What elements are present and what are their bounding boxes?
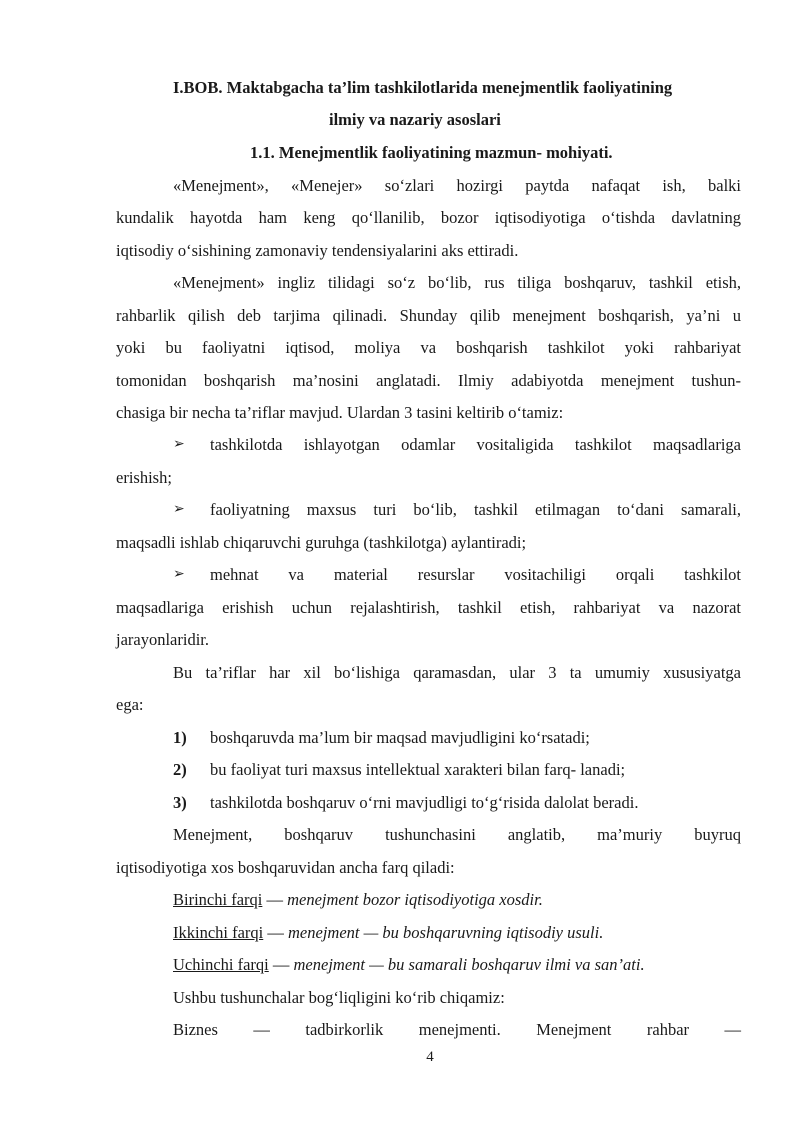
difference-dash: — [263,923,289,942]
chapter-title-line1: I.BOB. Maktabgacha ta’lim tashkilotlarida menejmentlik faoliyatining [173,78,673,97]
difference-label: Birinchi farqi [173,890,263,909]
arrow-bullet-icon: ➢ [173,502,185,517]
difference-line [173,923,603,943]
list-number: 1) [173,728,187,747]
paragraph-line: kundalik hayotda ham keng qo‘llanilib, bozor iqtisodiyotiga o‘tishda davlatning [116,208,741,227]
arrow-bullet-icon: ➢ [173,437,185,452]
bullet-text: maqsadli ishlab chiqaruvchi guruhga (tashkilotga) aylantiradi; [116,533,527,552]
bullet-text: maqsadlariga erishish uchun rejalashtirish, tashkil etish, rahbariyat va nazorat [116,598,741,617]
difference-text: menejment — bu boshqaruvning iqtisodiy usuli. [288,923,604,942]
chapter-title-line2: ilmiy va nazariy asoslari [329,110,501,129]
paragraph-line: tomonidan boshqarish ma’nosini anglatadi. Ilmiy adabiyotda menejment tushun- [116,371,741,390]
bullet-text: erishish; [116,468,172,487]
paragraph-line: Menejment, boshqaruv tushunchasini anglatib, ma’muriy buyruq [173,825,741,844]
difference-label: Uchinchi farqi [173,955,269,974]
paragraph-line: «Menejment», «Menejer» so‘zlari hozirgi paytda nafaqat ish, balki [173,176,741,195]
difference-label: Ikkinchi farqi [173,923,264,942]
page-number: 4 [426,1049,434,1065]
difference-text: menejment — bu samarali boshqaruv ilmi va san’ati. [293,955,645,974]
section-title: 1.1. Menejmentlik faoliyatining mazmun- mohiyati. [250,143,613,162]
paragraph-line: Ushbu tushunchalar bog‘liqligini ko‘rib chiqamiz: [173,988,505,1007]
paragraph-line: Bu ta’riflar har xil bo‘lishiga qaramasdan, ular 3 ta umumiy xususiyatga [173,663,741,682]
difference-line [173,955,645,975]
bullet-text: jarayonlaridir. [116,630,210,649]
list-number: 2) [173,760,187,779]
list-item: tashkilotda boshqaruv o‘rni mavjudligi to‘g‘risida dalolat beradi. [210,793,639,812]
paragraph-line: ega: [116,695,144,714]
difference-dash: — [268,955,294,974]
list-number: 3) [173,793,187,812]
bullet-text: mehnat va material resurslar vositachiligi orqali tashkilot [210,565,741,584]
paragraph-line: yoki bu faoliyatni iqtisod, moliya va boshqarish tashkilot yoki rahbariyat [116,338,741,357]
difference-line [173,890,543,910]
difference-text: menejment bozor iqtisodiyotiga xosdir. [287,890,543,909]
paragraph-line: chasiga bir necha ta’riflar mavjud. Ulardan 3 tasini keltirib o‘tamiz: [116,403,564,422]
paragraph-line: rahbarlik qilish deb tarjima qilinadi. Shunday qilib menejment boshqarish, ya’ni u [116,306,741,325]
paragraph-line: iqtisodiy o‘sishining zamonaviy tendensiyalarini aks ettiradi. [116,241,519,260]
paragraph-line: «Menejment» ingliz tilidagi so‘z bo‘lib, rus tiliga boshqaruv, tashkil etish, [173,273,741,292]
bullet-text: tashkilotda ishlayotgan odamlar vositaligida tashkilot maqsadlariga [210,435,741,454]
difference-dash: — [262,890,288,909]
paragraph-line: Biznes — tadbirkorlik menejmenti. Menejment rahbar — [173,1020,741,1039]
list-item: bu faoliyat turi maxsus intellektual xarakteri bilan farq- lanadi; [210,760,626,779]
list-item: boshqaruvda ma’lum bir maqsad mavjudligini ko‘rsatadi; [210,728,590,747]
bullet-text: faoliyatning maxsus turi bo‘lib, tashkil etilmagan to‘dani samarali, [210,500,741,519]
paragraph-line: iqtisodiyotiga xos boshqaruvidan ancha farq qiladi: [116,858,455,877]
arrow-bullet-icon: ➢ [173,567,185,582]
